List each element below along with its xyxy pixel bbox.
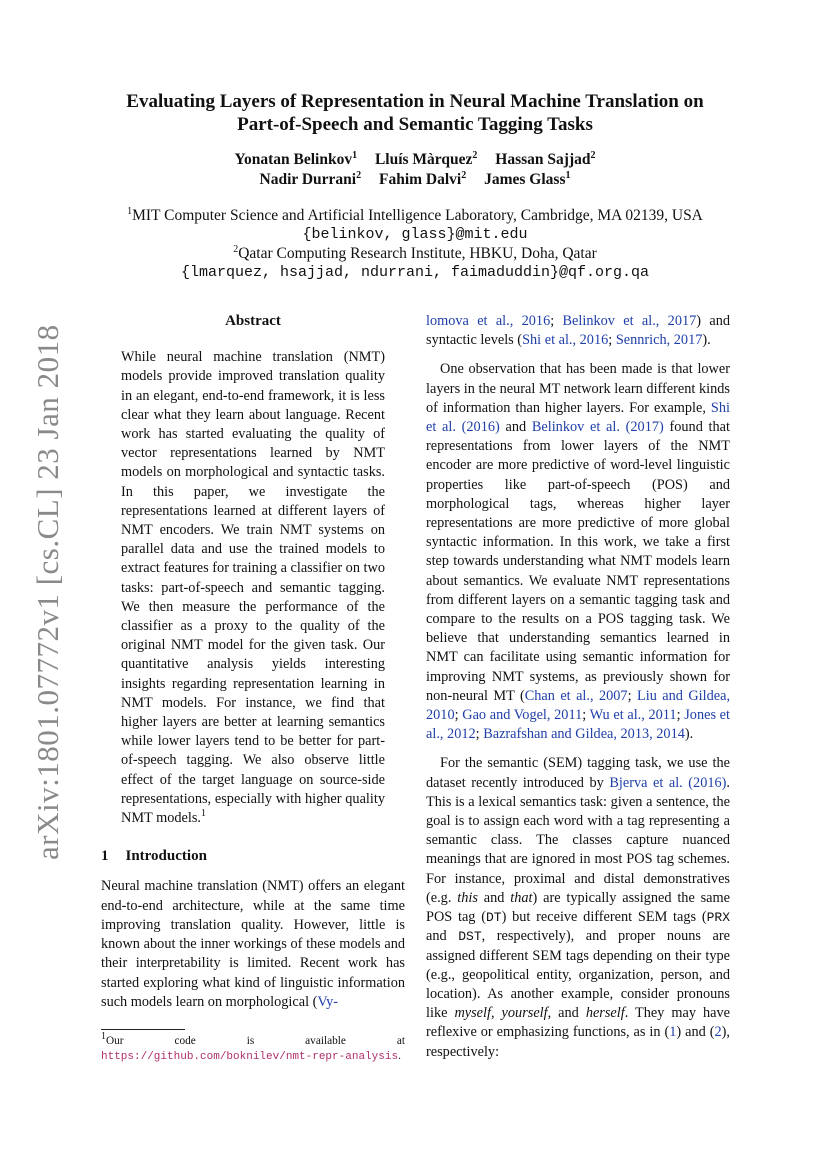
intro-paragraph-1: Neural machine translation (NMT) offers an elegant end-to-end architecture, while at the same time improving translation quality. However, little is known about the inner workings of these models and their interpretability is limited. Recent work has started exploring what kind of linguistic information such models learn on morphological (Vy- [101, 878, 405, 1010]
citation-link[interactable]: Bazrafshan and Gildea, 2013, 2014 [483, 726, 685, 743]
author-row-2 [110, 170, 720, 190]
citation-link[interactable]: Belinkov et al. (2017) [531, 419, 664, 436]
author-row-1 [110, 150, 720, 170]
example-ref-link[interactable]: 2 [714, 1024, 722, 1041]
citation-link[interactable]: Wu et al., 2011 [589, 707, 677, 724]
arxiv-stamp: arXiv:1801.07772v1 [cs.CL] 23 Jan 2018 [30, 324, 65, 860]
paper-title [90, 90, 740, 136]
citation-link[interactable]: Belinkov et al., 2017 [562, 313, 697, 329]
right-column [426, 312, 730, 1062]
author: Yonatan Belinkov$^1$ [234, 149, 358, 168]
affiliations [60, 206, 770, 282]
footnote-mark: 1 [200, 808, 206, 820]
section-heading-introduction: 1 Introduction [101, 848, 207, 865]
example-ref-link[interactable]: 1 [669, 1024, 677, 1041]
affiliation-2: $^2$Qatar Computing Research Institute, HBKU, Doha, Qatar [233, 243, 597, 262]
affiliation-1-email: {belinkov, glass}@mit.edu [302, 226, 528, 243]
left-column [101, 312, 405, 1012]
abstract-body: While neural machine translation (NMT) models provide improved translation quality in an elegant, end-to-end framework, it is less clear what they learn about language. Recent work has started evaluating the quality of vector representations learned by NMT models on morphological and syntactic tasks. In this paper, we investigate the representations learned at different layers of NMT encoders. We train NMT systems on parallel data and use the trained models to extract features for training a classifier on two tasks: part-of-speech and semantic tagging. We then measure the performance of the classifier as a proxy to the quality of the original NMT model for the given task. Our quantitative analysis yields interesting insights regarding representation learning in NMT models. For instance, we find that higher layers are better at learning semantics while lower layers tend to be better for part-of-speech tagging. We also observe little effect of the target language on source-side representations, especially with higher quality NMT models.$^1$ [121, 349, 385, 827]
citation-link[interactable]: Shi et al., 2016 [522, 332, 609, 349]
affiliation-2-email: {lmarquez, hsajjad, ndurrani, faimaduddin}@qf.org.qa [180, 264, 650, 281]
author: Nadir Durrani$^2$ [259, 169, 362, 188]
intro-paragraph-3: For the semantic (SEM) tagging task, we use the dataset recently introduced by Bjerva et al. (2016). This is a lexical semantics task: given a sentence, the goal is to assign each word with a tag representing a semantic class. The classes capture nuanced meanings that are ignored in most POS tag schemes. For instance, proximal and distal demonstratives (e.g. this and that) are typically assigned the same POS tag (DT) but receive different SEM tags (PRX and DST, respectively), and proper nouns are assigned different SEM tags depending on their type (e.g., geopolitical entity, organization, person, and location). As another example, consider pronouns like myself, yourself, and herself. They may have reflexive or emphasizing functions, as in (1) and (2), respectively: [426, 755, 731, 1060]
affiliation-1: $^1$MIT Computer Science and Artificial Intelligence Laboratory, Cambridge, MA 02139, USA [127, 205, 703, 224]
citation-link[interactable]: Bjerva et al. (2016) [609, 774, 727, 791]
intro-paragraph-1-cont: lomova et al., 2016; Belinkov et al., 2017) and syntactic levels (Shi et al., 2016; Sennrich, 2017). [426, 313, 731, 349]
author: James Glass$^1$ [484, 169, 571, 188]
author: Hassan Sajjad$^2$ [495, 149, 596, 168]
abstract-heading: Abstract [225, 313, 281, 329]
citation-link[interactable]: Liu and Gildea, 2010 [426, 687, 731, 724]
citation-link[interactable]: Vy- [317, 993, 339, 1010]
code-url-link[interactable]: https://github.com/boknilev/nmt-repr-analysis [101, 1051, 399, 1063]
title-line-1: Evaluating Layers of Representation in Neural Machine Translation on [126, 91, 704, 112]
author: Lluís Màrquez$^2$ [374, 149, 478, 168]
citation-link[interactable]: Jones et al., 2012 [426, 707, 730, 743]
citation-link[interactable]: Sennrich, 2017 [615, 332, 703, 349]
title-line-2: Part-of-Speech and Semantic Tagging Tasks [237, 114, 593, 135]
author: Fahim Dalvi$^2$ [378, 169, 467, 188]
footnote-rule [101, 1029, 185, 1030]
citation-link[interactable]: lomova et al., 2016 [426, 313, 551, 329]
author-list [110, 150, 720, 190]
intro-paragraph-2: One observation that has been made is that lower layers in the neural MT network learn different kinds of information than higher layers. For example, Shi et al. (2016) and Belinkov et al. (2017) found that representations from lower layers of the NMT encoder are more predictive of word-level linguistic properties like part-of-speech (POS) and morphological tags, whereas higher layer representations are more predictive of more global syntactic information. In this work, we take a first step towards understanding what NMT models learn about semantics. We evaluate NMT representations from different layers on a semantic tagging task and compare to the results on a POS tagging task. We believe that understanding semantics learned in NMT can facilitate using semantic information for improving NMT systems, as previously shown for non-neural MT (Chan et al., 2007; Liu and Gildea, 2010; Gao and Vogel, 2011; Wu et al., 2011; Jones et al., 2012; Bazrafshan and Gildea, 2013, 2014). [426, 361, 731, 743]
citation-link[interactable]: Shi et al. (2016) [426, 399, 730, 436]
citation-link[interactable]: Chan et al., 2007 [524, 687, 628, 704]
citation-link[interactable]: Gao and Vogel, 2011 [462, 707, 583, 724]
footnote: $^1$Our code is available at https://github.com/boknilev/nmt-repr-analysis. [101, 1031, 405, 1063]
